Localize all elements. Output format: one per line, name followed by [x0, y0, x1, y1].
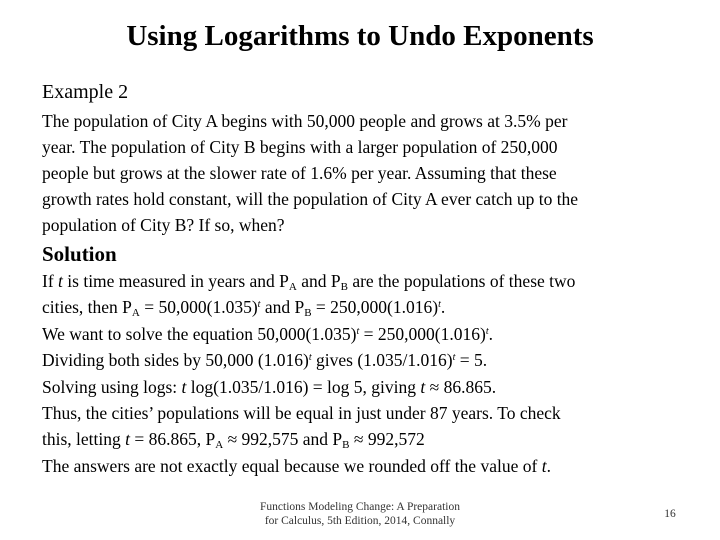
text: are the populations of these two	[347, 271, 576, 291]
solution-line-6	[42, 400, 692, 426]
footer-citation	[240, 500, 480, 528]
text: = 250,000(1.016)	[359, 323, 486, 344]
text: We want to solve the equation 50,000(1.035)	[42, 323, 357, 344]
text: is time measured in years and P	[62, 271, 289, 291]
exponent: t	[257, 299, 261, 311]
exponent: t	[356, 325, 360, 337]
exponent: t	[452, 352, 456, 364]
problem-statement	[42, 108, 682, 238]
solution-line-1	[42, 268, 692, 294]
page-number: 16	[664, 508, 676, 520]
subscript: B	[304, 307, 312, 320]
exponent: t	[438, 299, 441, 311]
text: .	[488, 323, 493, 344]
text: ≈ 992,572	[349, 429, 425, 450]
solution-body	[42, 268, 692, 479]
solution-line-2	[42, 294, 692, 320]
subscript: A	[288, 281, 297, 293]
subscript: A	[215, 439, 224, 452]
solution-heading: Solution	[42, 242, 117, 266]
exponent: t	[308, 352, 312, 364]
text: log(1.035/1.016) = log 5, giving	[186, 376, 421, 397]
text: = 86.865, P	[130, 429, 216, 450]
variable-t: t	[58, 271, 63, 291]
text: Dividing both sides by 50,000 (1.016)	[42, 350, 309, 371]
slide-title: Using Logarithms to Undo Exponents	[126, 20, 594, 52]
solution-line-8	[42, 453, 692, 479]
text: ≈ 86.865.	[425, 376, 497, 397]
text: cities, then P	[42, 297, 132, 318]
text: and P	[296, 271, 341, 291]
text: .	[546, 455, 551, 476]
footer-line: Functions Modeling Change: A Preparation	[260, 501, 460, 513]
text: Solving using logs:	[42, 376, 182, 397]
problem-line: growth rates hold constant, will the population of City A ever catch up to the	[42, 189, 579, 209]
variable-t: t	[420, 376, 426, 397]
solution-line-4	[42, 347, 692, 373]
variable-t: t	[541, 455, 547, 476]
footer-line: for Calculus, 5th Edition, 2014, Connally	[264, 515, 456, 527]
variable-t: t	[125, 429, 130, 450]
text: = 5.	[455, 350, 488, 371]
problem-line: The population of City A begins with 50,000 people and grows at 3.5% per	[42, 111, 568, 131]
text: = 50,000(1.035)	[139, 297, 258, 318]
exponent: t	[485, 325, 489, 337]
text: ≈ 992,575 and P	[223, 429, 343, 450]
text: If	[42, 271, 59, 291]
subscript: B	[340, 281, 348, 293]
text: The answers are not exactly equal because we rounded off the value of	[42, 455, 542, 476]
problem-line: population of City B? If so, when?	[42, 215, 285, 235]
problem-line: year. The population of City B begins with a larger population of 250,000	[42, 137, 558, 157]
text: Thus, the cities’ populations will be equal in just under 87 years. To check	[42, 403, 561, 424]
text: this, letting	[42, 429, 126, 450]
text: .	[440, 297, 446, 318]
subscript: A	[131, 307, 140, 320]
subscript: B	[342, 439, 350, 452]
text: = 250,000(1.016)	[311, 297, 439, 318]
variable-t: t	[181, 376, 187, 397]
problem-line: people but grows at the slower rate of 1.6% per year. Assuming that these	[42, 163, 557, 183]
solution-line-7	[42, 426, 692, 452]
text: and P	[260, 297, 305, 318]
example-heading: Example 2	[42, 81, 129, 103]
solution-line-5	[42, 374, 692, 400]
solution-line-3	[42, 321, 692, 347]
text: gives (1.035/1.016)	[311, 350, 453, 371]
